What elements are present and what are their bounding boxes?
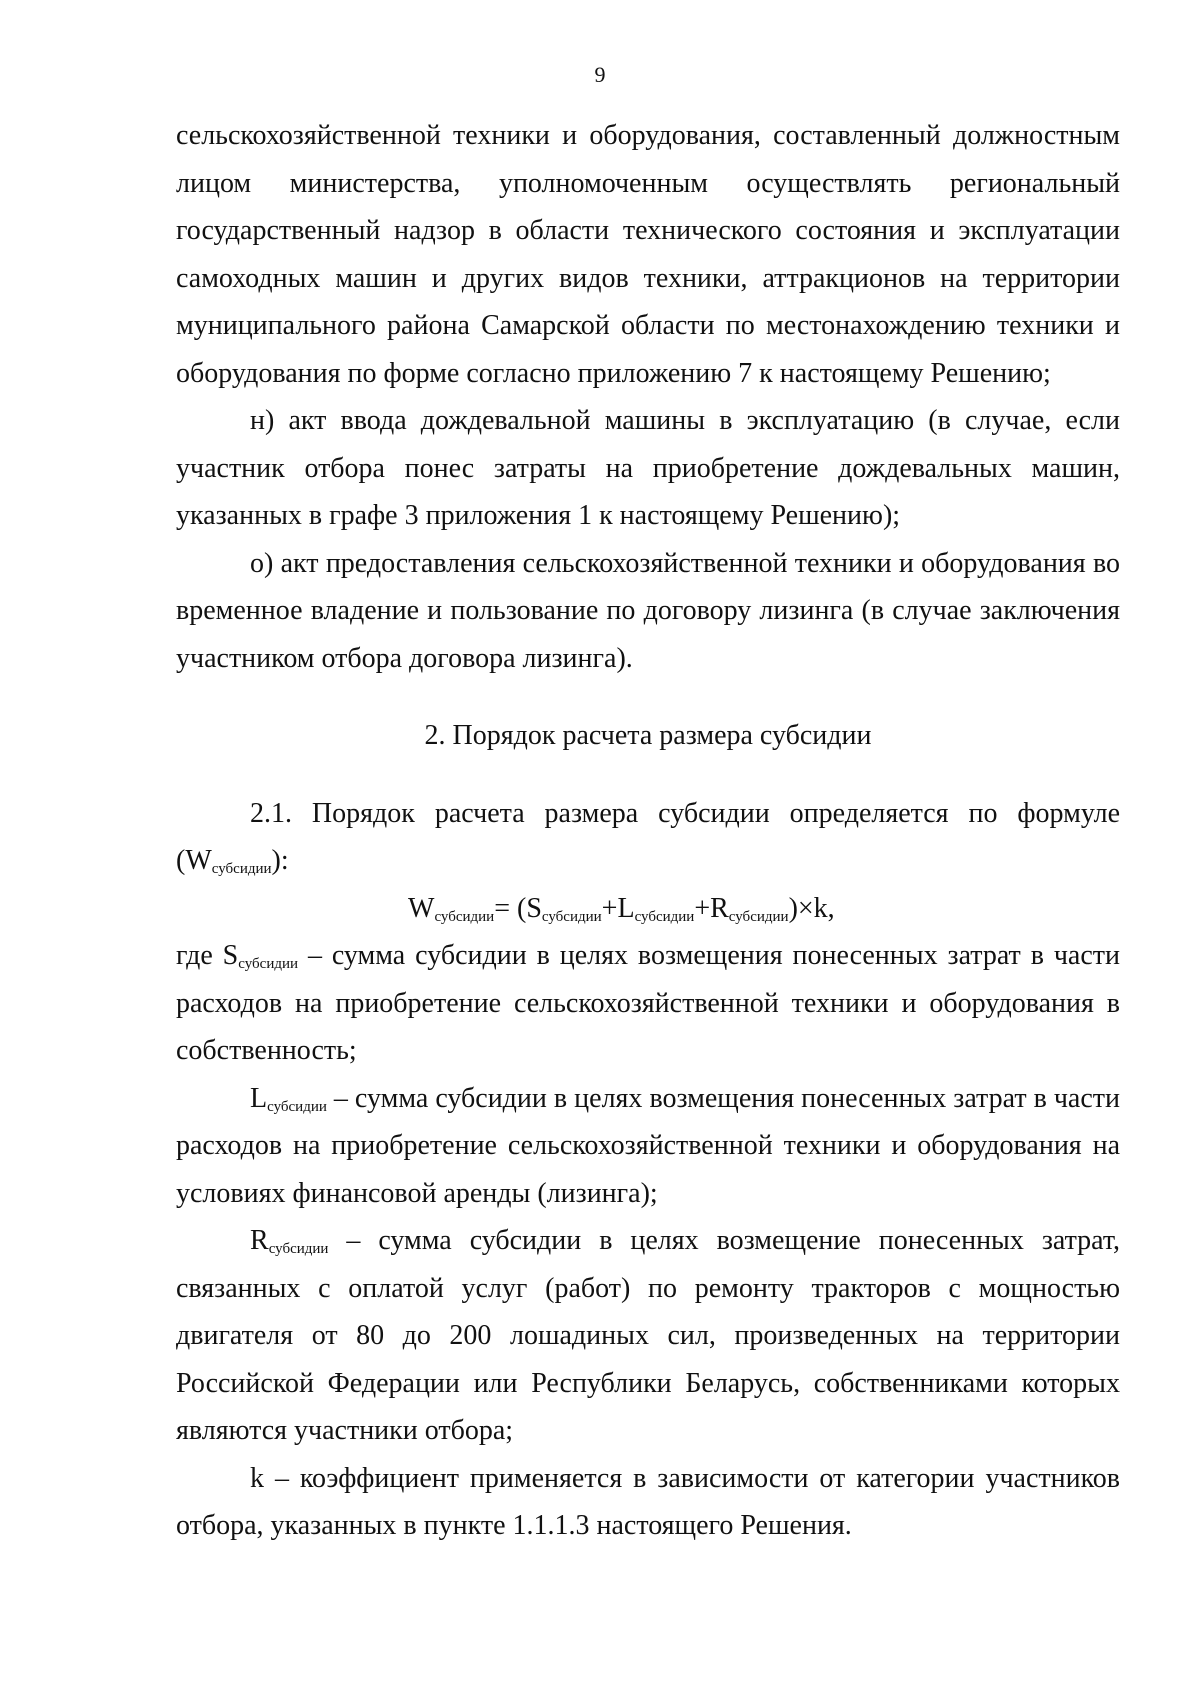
- definition-r: [176, 1217, 1120, 1455]
- formula-name-close: ):: [271, 845, 289, 876]
- definition-r-symbol: R: [250, 1225, 269, 1256]
- definition-r-text: – сумма субсидии в целях возмещение понесенных затрат, связанных с оплатой услуг (работ) по ремонту тракторов с мощностью двигателя от 80 до 200 лошадиных сил, произведенных на территории Российской Федерации или Республики Беларусь, собственниками которых являются участники отбора;: [176, 1225, 1120, 1446]
- definition-s-text: – сумма субсидии в целях возмещения понесенных затрат в части расходов на приобретение сельскохозяйственной техники и оборудования в собственность;: [176, 940, 1120, 1066]
- definition-l: [176, 1075, 1120, 1218]
- paragraph-item-n: н) акт ввода дождевальной машины в эксплуатацию (в случае, если участник отбора понес затраты на приобретение дождевальных машин, указанных в графе 3 приложения 1 к настоящему Решению);: [176, 405, 1120, 531]
- paragraph-2-1-formula-name: [176, 837, 1120, 885]
- paragraph-2-1: 2.1. Порядок расчета размера субсидии определяется по формуле: [250, 797, 1120, 829]
- definition-l-symbol: L: [250, 1082, 268, 1114]
- formula-l-subscript: субсидии: [634, 908, 695, 925]
- definition-s-symbol: где S: [176, 940, 239, 971]
- formula-s-subscript: субсидии: [541, 908, 602, 925]
- document-body: [176, 112, 1120, 1550]
- definition-l-text: – сумма субсидии в целях возмещения понесенных затрат в части расходов на приобретение сельскохозяйственной техники и оборудования на условиях финансовой аренды (лизинга);: [176, 1082, 1120, 1209]
- paragraph-continued: сельскохозяйственной техники и оборудования, составленный должностным лицом министерства, уполномоченным осуществлять региональный государственный надзор в области технического состояния и эксплуатации самоходных машин и других видов техники, аттракционов на территории муниципального района Самарской области по местонахождению техники и оборудования по форме согласно приложению 7 к настоящему Решению;: [176, 120, 1120, 389]
- formula-w: W: [408, 892, 435, 924]
- paragraph-item-o: о) акт предоставления сельскохозяйственной техники и оборудования во временное владение и пользование по договору лизинга (в случае заключения участником отбора договора лизинга).: [176, 547, 1120, 674]
- formula-name-open: (W: [176, 845, 212, 876]
- formula-eq: = (S: [494, 892, 542, 924]
- definition-s-subscript: субсидии: [238, 956, 299, 972]
- definition-r-subscript: субсидии: [268, 1241, 329, 1257]
- section-title: 2. Порядок расчета размера субсидии: [424, 720, 872, 751]
- formula-w-subscript: субсидии: [434, 908, 495, 925]
- formula-name-subscript: субсидии: [211, 861, 272, 877]
- formula-r-subscript: субсидии: [728, 908, 789, 925]
- definition-s: [176, 932, 1120, 1075]
- formula-plus-r: +R: [694, 892, 729, 924]
- formula: [176, 885, 1120, 933]
- page-number: 9: [594, 62, 606, 87]
- formula-plus-l: +L: [601, 892, 635, 924]
- formula-tail: )×k,: [788, 892, 835, 924]
- definition-k: k – коэффициент применяется в зависимости от категории участников отбора, указанных в пункте 1.1.1.3 настоящего Решения.: [176, 1462, 1120, 1541]
- definition-l-subscript: субсидии: [267, 1098, 327, 1115]
